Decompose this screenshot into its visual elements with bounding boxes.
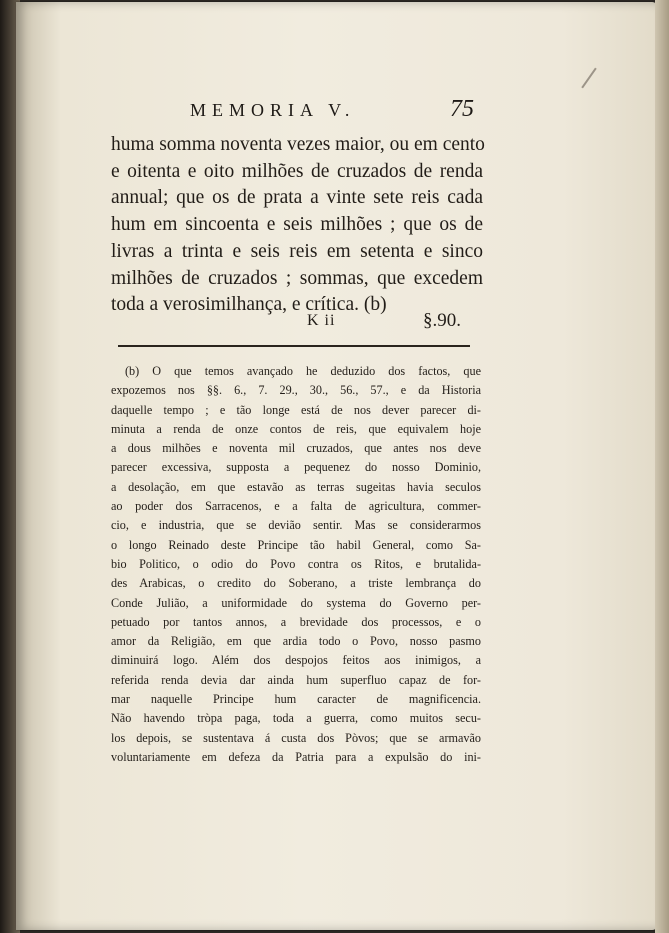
footnote-line: expozemos nos §§. 6., 7. 29., 30., 56., 57., e da Historia bbox=[111, 383, 481, 398]
footnote-line: bio Politico, o odio do Povo contra os Ritos, e brutalida- bbox=[111, 556, 481, 571]
page-number: 75 bbox=[450, 96, 474, 122]
main-text-line: toda a verosimilhança, e crítica. (b) bbox=[111, 294, 387, 316]
running-title: MEMORIA V. bbox=[190, 100, 356, 120]
right-page-edge bbox=[655, 0, 669, 933]
main-text-block bbox=[111, 132, 483, 319]
footnote-line: mar naquelle Principe hum caracter de magnificencia. bbox=[111, 692, 481, 707]
footnote-line: petuado por tantos annos, a brevidade dos processos, e o bbox=[111, 614, 481, 629]
footnote-line: a dous milhões e noventa mil cruzados, que antes nos deve bbox=[111, 441, 481, 456]
footnote-line: a desolação, em que estavão as terras sugeitas havia seculos bbox=[111, 479, 481, 494]
signature-mark: K ii bbox=[307, 312, 336, 329]
main-text-line: huma somma noventa vezes maior, ou em cento bbox=[111, 134, 485, 155]
page-header bbox=[0, 94, 669, 128]
main-text-line: e oitenta e oito milhões de cruzados de renda bbox=[111, 160, 483, 182]
footnote-line: los depois, se sustentava á custa dos Pòvos; que se armavão bbox=[111, 730, 481, 745]
footnote-line: daquelle tempo ; e tão longe está de nos dever parecer di- bbox=[111, 402, 481, 417]
main-text-line: annual; que os de prata a vinte sete reis cada bbox=[111, 187, 483, 209]
footnote-line: minuta a renda de onze contos de reis, que equivalem hoje bbox=[111, 421, 481, 436]
footnote-line: referida renda devia dar ainda hum superfluo capaz de for- bbox=[111, 672, 481, 687]
main-text-line: livras a trinta e seis reis em setenta e sinco bbox=[111, 240, 483, 262]
footnote-line: voluntariamente em defeza da Patria para a expulsão do ini- bbox=[111, 749, 481, 764]
footnote-line: diminuirá logo. Além dos despojos feitos aos inimigos, a bbox=[111, 653, 481, 668]
footnote-line: des Arabicas, o credito do Soberano, a triste lembrança do bbox=[111, 576, 481, 591]
footnote-line: parecer excessiva, supposta a pequenez do nosso Dominio, bbox=[111, 460, 481, 475]
footnote-line: o longo Reinado deste Principe tão habil General, como Sa- bbox=[111, 537, 481, 552]
footnote-line: amor da Religião, em que ardia todo o Povo, nosso pasmo bbox=[111, 634, 481, 649]
main-text-line: milhões de cruzados ; sommas, que excedem bbox=[111, 267, 483, 289]
footnote-line: (b) O que temos avançado he deduzido dos factos, que bbox=[125, 364, 481, 378]
footnote-divider bbox=[118, 345, 470, 347]
footnote-line: Não havendo tròpa paga, toda a guerra, como muitos secu- bbox=[111, 711, 481, 726]
footnote-line: Conde Julião, a uniformidade do systema do Governo per- bbox=[111, 595, 481, 610]
footnote-block bbox=[111, 362, 481, 767]
main-text-line: hum em sincoenta e seis milhões ; que os de bbox=[111, 214, 483, 236]
footnote-line: ao poder dos Sarracenos, e a falta de agricultura, commer- bbox=[111, 499, 481, 514]
catchword: §.90. bbox=[423, 310, 461, 331]
catchline bbox=[111, 310, 483, 336]
footnote-line: cio, e industria, que se devião sentir. Mas se considerarmos bbox=[111, 518, 481, 533]
